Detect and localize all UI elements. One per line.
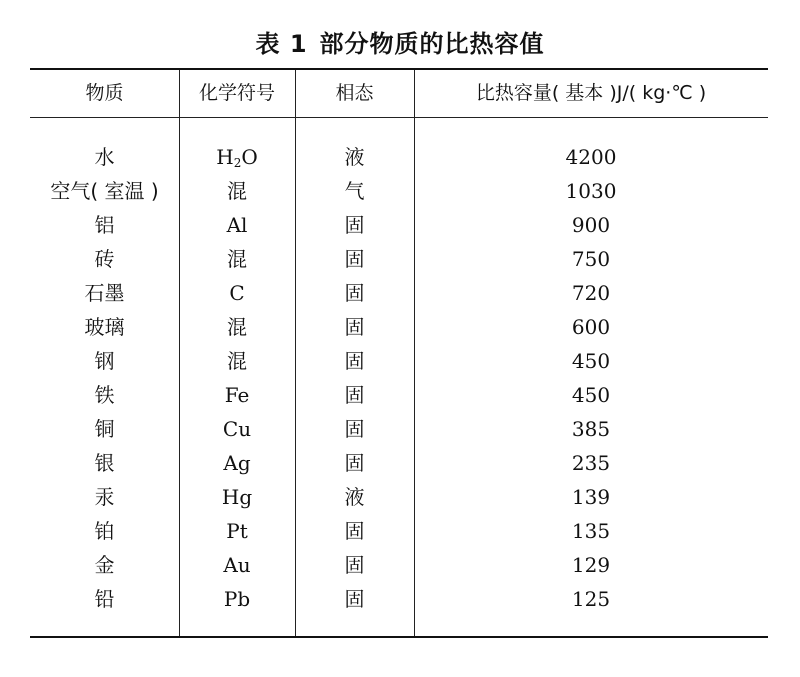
cell-chemical-symbol: 混 xyxy=(227,179,247,203)
cell-specific-heat: 900 xyxy=(571,213,611,237)
cell-substance: 水 xyxy=(94,145,115,169)
cell-specific-heat: 385 xyxy=(571,417,611,441)
cell-specific-heat: 450 xyxy=(571,349,611,373)
cell-substance: 玻璃 xyxy=(84,315,125,339)
cell-chemical-symbol: 混 xyxy=(227,247,247,271)
cell-phase: 固 xyxy=(344,281,365,305)
table-row xyxy=(30,412,768,446)
table-number: 表 1 xyxy=(255,30,308,58)
table-row xyxy=(30,582,768,616)
cell-substance: 砖 xyxy=(94,247,115,271)
cell-substance: 银 xyxy=(94,451,115,475)
cell-substance: 铝 xyxy=(94,213,115,237)
header-chemical-symbol: 化学符号 xyxy=(198,82,275,104)
specific-heat-table xyxy=(30,68,768,638)
cell-substance: 铅 xyxy=(94,587,115,611)
cell-substance: 石墨 xyxy=(84,281,125,305)
cell-substance: 铜 xyxy=(94,417,115,441)
table-row xyxy=(30,174,768,208)
cell-specific-heat: 1030 xyxy=(565,179,617,203)
table-row xyxy=(30,310,768,344)
cell-chemical-symbol: C xyxy=(229,281,245,305)
table-row xyxy=(30,140,768,174)
cell-chemical-symbol: Fe xyxy=(224,383,250,407)
cell-chemical-symbol: Pb xyxy=(223,587,251,611)
cell-specific-heat: 600 xyxy=(571,315,611,339)
cell-phase: 固 xyxy=(344,349,365,373)
cell-specific-heat: 750 xyxy=(571,247,611,271)
cell-phase: 液 xyxy=(344,145,365,169)
cell-substance: 金 xyxy=(94,553,115,577)
header-specific-heat: 比热容量( 基本 )J/( kg·℃ ) xyxy=(475,82,707,104)
table-row xyxy=(30,208,768,242)
cell-specific-heat: 450 xyxy=(571,383,611,407)
table-caption xyxy=(0,24,800,59)
cell-specific-heat: 125 xyxy=(571,587,611,611)
table-row xyxy=(30,344,768,378)
table-row xyxy=(30,276,768,310)
cell-phase: 固 xyxy=(344,417,365,441)
cell-phase: 液 xyxy=(344,485,365,509)
cell-substance: 铁 xyxy=(94,383,115,407)
cell-chemical-symbol: Ag xyxy=(223,451,251,475)
header-substance: 物质 xyxy=(85,82,124,104)
cell-phase: 固 xyxy=(344,247,365,271)
cell-phase: 固 xyxy=(344,213,365,237)
cell-chemical-symbol: $H_2O$ xyxy=(216,145,258,170)
cell-chemical-symbol: 混 xyxy=(227,315,247,339)
cell-chemical-symbol: Au xyxy=(223,553,251,577)
cell-substance: 汞 xyxy=(94,485,115,509)
table-row xyxy=(30,480,768,514)
cell-phase: 固 xyxy=(344,383,365,407)
cell-phase: 固 xyxy=(344,519,365,543)
cell-specific-heat: 235 xyxy=(571,451,611,475)
cell-chemical-symbol: 混 xyxy=(227,349,247,373)
table-row xyxy=(30,378,768,412)
table-body xyxy=(30,140,768,616)
cell-phase: 固 xyxy=(344,451,365,475)
cell-substance: 钢 xyxy=(94,349,115,373)
cell-specific-heat: 139 xyxy=(571,485,611,509)
cell-chemical-symbol: Al xyxy=(226,213,248,237)
cell-specific-heat: 129 xyxy=(571,553,611,577)
cell-specific-heat: 720 xyxy=(571,281,611,305)
cell-phase: 气 xyxy=(344,179,365,203)
table-row xyxy=(30,514,768,548)
cell-chemical-symbol: Cu xyxy=(222,417,252,441)
cell-phase: 固 xyxy=(344,587,365,611)
cell-specific-heat: 4200 xyxy=(565,145,617,169)
header-phase: 相态 xyxy=(335,82,374,104)
table-row xyxy=(30,446,768,480)
cell-phase: 固 xyxy=(344,315,365,339)
cell-phase: 固 xyxy=(344,553,365,577)
cell-specific-heat: 135 xyxy=(571,519,611,543)
table-row xyxy=(30,548,768,582)
table-title: 部分物质的比热容值 xyxy=(319,30,545,58)
cell-chemical-symbol: Hg xyxy=(221,485,253,509)
cell-substance: 铂 xyxy=(94,519,115,543)
table-row xyxy=(30,242,768,276)
cell-chemical-symbol: Pt xyxy=(226,519,248,543)
cell-substance: 空气( 室温 ) xyxy=(50,179,159,203)
header-rule xyxy=(30,117,768,118)
